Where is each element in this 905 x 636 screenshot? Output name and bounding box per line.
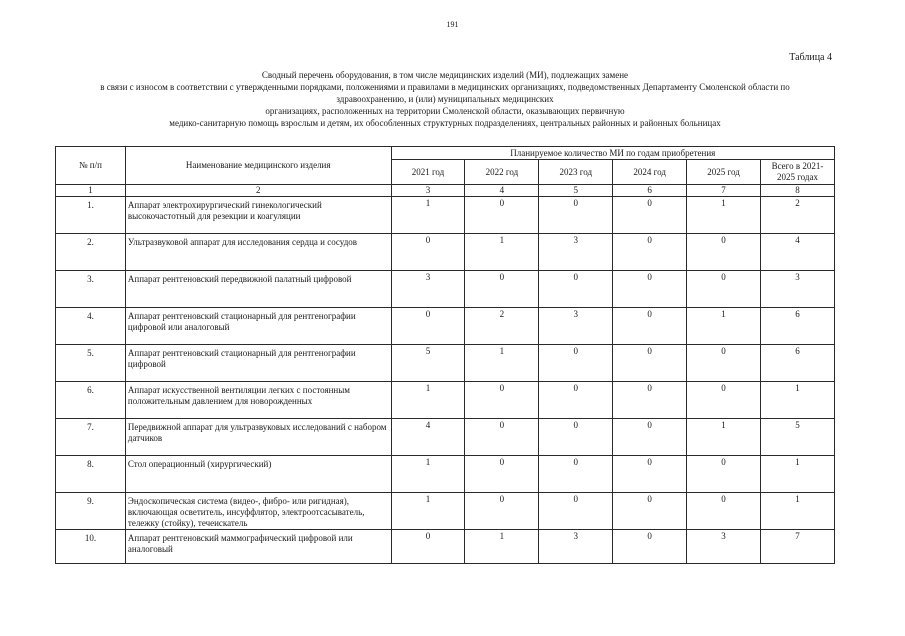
value-2022: 0: [465, 197, 539, 234]
value-2024: 0: [613, 345, 687, 382]
value-total: 1: [761, 493, 835, 530]
value-2022: 0: [465, 419, 539, 456]
value-2021: 1: [391, 493, 465, 530]
value-total: 1: [761, 456, 835, 493]
table-row: [56, 419, 835, 456]
page-number: 191: [446, 20, 459, 29]
item-name: Передвижной аппарат для ультразвуковых исследований с набором датчиков: [125, 419, 391, 456]
table-row: [56, 197, 835, 234]
value-2022: 1: [465, 345, 539, 382]
item-name: Стол операционный (хирургический): [125, 456, 391, 493]
equipment-table: [55, 146, 835, 564]
header-year: 2024 год: [613, 160, 687, 185]
value-2025: 0: [687, 456, 761, 493]
table-row: [56, 308, 835, 345]
header-number: № п/п: [56, 147, 126, 185]
value-2021: 4: [391, 419, 465, 456]
value-2022: 1: [465, 530, 539, 564]
value-2023: 0: [539, 419, 613, 456]
value-2023: 0: [539, 456, 613, 493]
value-2023: 0: [539, 345, 613, 382]
header-planned-quantity: Планируемое количество МИ по годам приобретения: [391, 147, 834, 160]
value-2024: 0: [613, 419, 687, 456]
value-2022: 0: [465, 493, 539, 530]
column-number: 2: [125, 185, 391, 197]
item-name: Эндоскопическая система (видео-, фибро- или ригидная), включающая осветитель, инсуффлятор, электроотсасыватель, тележку (стойку), течеискатель: [125, 493, 391, 530]
column-number: 6: [613, 185, 687, 197]
column-number: 5: [539, 185, 613, 197]
value-total: 1: [761, 382, 835, 419]
value-2024: 0: [613, 493, 687, 530]
row-number: 6.: [56, 382, 126, 419]
table-row: [56, 382, 835, 419]
item-name: Аппарат электрохирургический гинекологический высокочастотный для резекции и коагуляции: [125, 197, 391, 234]
row-number: 10.: [56, 530, 126, 564]
header-total: Всего в 2021-2025 годах: [761, 160, 835, 185]
value-2021: 0: [391, 308, 465, 345]
value-2024: 0: [613, 234, 687, 271]
item-name: Аппарат рентгеновский стационарный для рентгенографии цифровой или аналоговый: [125, 308, 391, 345]
value-total: 7: [761, 530, 835, 564]
table-row: [56, 493, 835, 530]
value-2024: 0: [613, 530, 687, 564]
value-2024: 0: [613, 308, 687, 345]
row-number: 4.: [56, 308, 126, 345]
row-number: 9.: [56, 493, 126, 530]
value-2023: 3: [539, 234, 613, 271]
value-2024: 0: [613, 456, 687, 493]
document-title: [55, 69, 835, 129]
title-line: Сводный перечень оборудования, в том числе медицинских изделий (МИ), подлежащих замене: [261, 70, 629, 80]
value-2022: 2: [465, 308, 539, 345]
header-year: 2023 год: [539, 160, 613, 185]
value-2023: 0: [539, 382, 613, 419]
value-2021: 1: [391, 382, 465, 419]
header-year: 2025 год: [687, 160, 761, 185]
value-2021: 3: [391, 271, 465, 308]
header-year: 2021 год: [391, 160, 465, 185]
value-total: 2: [761, 197, 835, 234]
title-line: здравоохранению, и (или) муниципальных медицинских: [336, 94, 554, 104]
item-name: Аппарат рентгеновский стационарный для рентгенографии цифровой: [125, 345, 391, 382]
table-row: [56, 271, 835, 308]
value-2023: 3: [539, 308, 613, 345]
item-name: Аппарат искусственной вентиляции легких с постоянным положительным давлением для новорожденных: [125, 382, 391, 419]
value-2022: 0: [465, 382, 539, 419]
column-number: 7: [687, 185, 761, 197]
title-line: организациях, расположенных на территории Смоленской области, оказывающих первичную: [265, 106, 625, 116]
value-2021: 5: [391, 345, 465, 382]
column-number: 1: [56, 185, 126, 197]
value-2023: 3: [539, 530, 613, 564]
table-label: Таблица 4: [789, 52, 832, 63]
column-number: 8: [761, 185, 835, 197]
value-2021: 1: [391, 197, 465, 234]
value-total: 6: [761, 308, 835, 345]
row-number: 2.: [56, 234, 126, 271]
header-year: 2022 год: [465, 160, 539, 185]
row-number: 8.: [56, 456, 126, 493]
value-2025: 3: [687, 530, 761, 564]
value-2025: 0: [687, 345, 761, 382]
item-name: Аппарат рентгеновский передвижной палатный цифровой: [125, 271, 391, 308]
value-2025: 1: [687, 419, 761, 456]
value-2025: 1: [687, 308, 761, 345]
table-row: [56, 530, 835, 564]
value-2025: 0: [687, 493, 761, 530]
item-name: Ультразвуковой аппарат для исследования сердца и сосудов: [125, 234, 391, 271]
value-total: 3: [761, 271, 835, 308]
value-total: 6: [761, 345, 835, 382]
value-2024: 0: [613, 271, 687, 308]
item-name: Аппарат рентгеновский маммографический цифровой или аналоговый: [125, 530, 391, 564]
value-total: 5: [761, 419, 835, 456]
value-2022: 0: [465, 456, 539, 493]
title-line: в связи с износом в соответствии с утвержденными порядками, положениями и правилами в медицинских организациях, подведомственных Департаменту Смоленской области по: [100, 82, 790, 92]
value-2025: 0: [687, 271, 761, 308]
value-2024: 0: [613, 382, 687, 419]
value-2022: 1: [465, 234, 539, 271]
value-2021: 0: [391, 530, 465, 564]
column-number: 3: [391, 185, 465, 197]
table-row: [56, 456, 835, 493]
value-2021: 1: [391, 456, 465, 493]
title-line: медико-санитарную помощь взрослым и детям, их обособленных структурных подразделениях, центральных районных и районных больницах: [169, 118, 721, 128]
value-2022: 0: [465, 271, 539, 308]
value-2025: 1: [687, 197, 761, 234]
value-2024: 0: [613, 197, 687, 234]
value-2021: 0: [391, 234, 465, 271]
row-number: 3.: [56, 271, 126, 308]
table-row: [56, 234, 835, 271]
value-total: 4: [761, 234, 835, 271]
value-2023: 0: [539, 271, 613, 308]
header-item-name: Наименование медицинского изделия: [125, 147, 391, 185]
table-row: [56, 345, 835, 382]
column-number: 4: [465, 185, 539, 197]
value-2025: 0: [687, 234, 761, 271]
value-2025: 0: [687, 382, 761, 419]
column-number-row: [56, 185, 835, 197]
row-number: 1.: [56, 197, 126, 234]
row-number: 7.: [56, 419, 126, 456]
row-number: 5.: [56, 345, 126, 382]
value-2023: 0: [539, 493, 613, 530]
value-2023: 0: [539, 197, 613, 234]
